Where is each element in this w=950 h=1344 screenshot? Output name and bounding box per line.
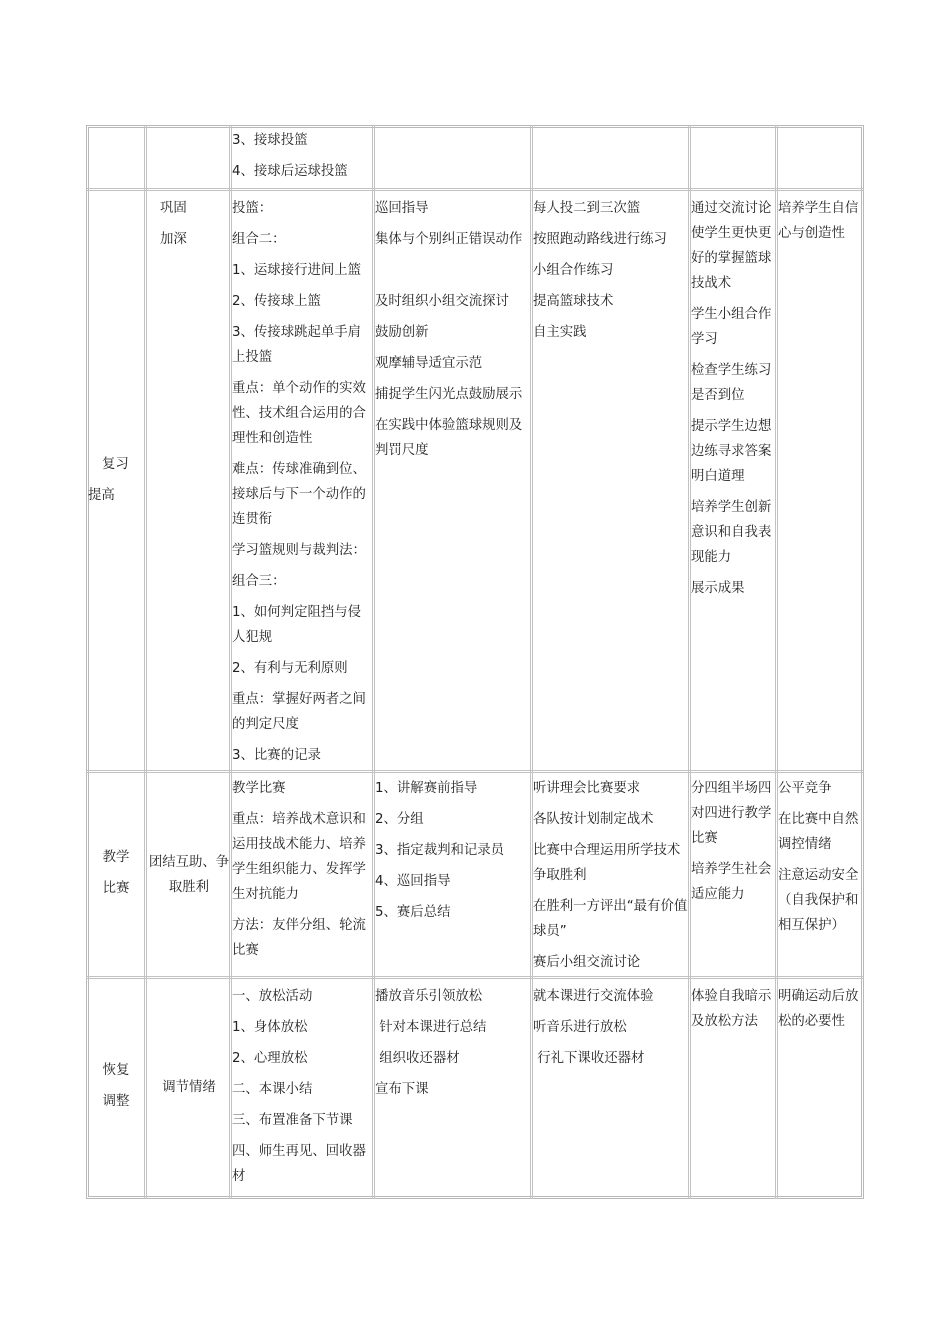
student-line: 比赛中合理运用所学技术争取胜利: [533, 843, 681, 883]
content-line: 3、传接球跳起单手肩上投篮: [232, 325, 362, 365]
row-divider: [86, 188, 864, 191]
content-line: 四、师生再见、回收器材: [232, 1144, 366, 1184]
content-line: 3、比赛的记录: [232, 748, 321, 763]
student-line: 每人投二到三次篮: [533, 201, 641, 216]
intent-line: 学生小组合作学习: [691, 307, 772, 347]
row-divider: [86, 976, 864, 979]
review-teacher-cell: [375, 196, 533, 469]
effect-line: 公平竞争: [778, 781, 832, 796]
review-effect-cell: [778, 196, 862, 252]
content-line: 2、传接球上篮: [232, 294, 321, 309]
teacher-line: 针对本课进行总结: [375, 1020, 487, 1035]
section-label: 提高: [88, 488, 115, 503]
section-label: 比赛: [102, 881, 130, 896]
intent-line: 提示学生边想边练寻求答案明白道理: [691, 419, 772, 484]
section-label: 恢复: [102, 1063, 130, 1078]
goal-label: 团结互助、争取胜利: [148, 855, 230, 895]
teacher-line: 1、讲解赛前指导: [375, 781, 478, 796]
review-student-cell: [533, 196, 691, 351]
student-line: 行礼下课收还器材: [533, 1051, 645, 1066]
content-line: 重点：培养战术意识和运用技战术能力、培养学生组织能力、发挥学生对抗能力: [232, 812, 366, 902]
content-line: 3、接球投篮: [232, 133, 308, 148]
content-line: 教学比赛: [232, 781, 286, 796]
content-line: 组合三：: [232, 574, 286, 589]
column-divider: [144, 125, 147, 1199]
intent-line: 展示成果: [691, 581, 745, 596]
match-effect-cell: [778, 776, 864, 944]
teacher-line: 5、赛后总结: [375, 905, 451, 920]
recover-section-cell: [88, 1058, 144, 1120]
content-line: 三、布置准备下节课: [232, 1113, 353, 1128]
goal-label: 巩固: [160, 201, 187, 216]
intent-line: 培养学生社会适应能力: [691, 862, 772, 902]
match-goal-cell: [147, 850, 231, 900]
match-section-cell: [88, 845, 144, 907]
match-content-cell: [232, 776, 374, 969]
content-line: 2、有利与无利原则: [232, 661, 348, 676]
content-line: 难点：传球准确到位、接球后与下一个动作的连贯衔: [232, 462, 366, 527]
section-label: 调整: [102, 1094, 130, 1109]
row-divider: [86, 770, 864, 773]
recover-goal-cell: [147, 1075, 231, 1100]
goal-label: 调节情绪: [162, 1080, 216, 1095]
teacher-line: [375, 258, 533, 283]
intent-line: 体验自我暗示及放松方法: [691, 989, 772, 1029]
student-line: 赛后小组交流讨论: [533, 955, 641, 970]
teacher-line: 及时组织小组交流探讨: [375, 294, 509, 309]
student-line: 听讲理会比赛要求: [533, 781, 641, 796]
teacher-line: 集体与个别纠正错误动作: [375, 232, 523, 247]
teacher-line: 观摩辅导适宜示范: [375, 356, 483, 371]
section-label: 复习: [102, 457, 129, 472]
teacher-line: 在实践中体验篮球规则及判罚尺度: [375, 418, 523, 458]
intent-line: 检查学生练习是否到位: [691, 363, 772, 403]
content-line: 二、本课小结: [232, 1082, 313, 1097]
content-line: 2、心理放松: [232, 1051, 308, 1066]
teacher-line: 4、巡回指导: [375, 874, 451, 889]
intent-line: 分四组半场四对四进行教学比赛: [691, 781, 772, 846]
effect-line: 在比赛中自然调控情绪: [778, 812, 859, 852]
teacher-line: 巡回指导: [375, 201, 429, 216]
review-section-cell: [88, 452, 144, 508]
student-line: 自主实践: [533, 325, 587, 340]
content-line: 一、放松活动: [232, 989, 313, 1004]
match-student-cell: [533, 776, 691, 981]
student-line: 小组合作练习: [533, 263, 614, 278]
section-label: 教学: [102, 850, 130, 865]
content-line: 1、身体放松: [232, 1020, 308, 1035]
student-line: 就本课进行交流体验: [533, 989, 654, 1004]
recover-teacher-cell: [375, 984, 533, 1108]
teacher-line: 捕捉学生闪光点鼓励展示: [375, 387, 523, 402]
content-line: 投篮：: [232, 201, 273, 216]
intent-line: 培养学生创新意识和自我表现能力: [691, 500, 772, 565]
review-intent-cell: [691, 196, 778, 607]
recover-content-cell: [232, 984, 374, 1195]
match-teacher-cell: [375, 776, 533, 931]
teacher-line: 组织收还器材: [375, 1051, 460, 1066]
goal-label: 加深: [160, 232, 187, 247]
recover-intent-cell: [691, 984, 778, 1040]
content-line: 重点：单个动作的实效性、技术组合运用的合理性和创造性: [232, 381, 366, 446]
content-line: 学习篮规则与裁判法：: [232, 543, 366, 558]
review-content-cell: [232, 196, 374, 774]
teacher-line: 3、指定裁判和记录员: [375, 843, 505, 858]
teacher-line: 鼓励创新: [375, 325, 429, 340]
match-intent-cell: [691, 776, 778, 913]
content-line: 方法：友伴分组、轮流比赛: [232, 918, 366, 958]
top-row-content-cell: [232, 128, 372, 184]
content-line: 1、运球接行进间上篮: [232, 263, 362, 278]
intent-line: 通过交流讨论使学生更快更好的掌握篮球技战术: [691, 201, 772, 291]
recover-student-cell: [533, 984, 691, 1077]
content-line: 1、如何判定阻挡与侵人犯规: [232, 605, 362, 645]
effect-line: 明确运动后放松的必要性: [778, 989, 859, 1029]
effect-line: 培养学生自信心与创造性: [778, 201, 859, 241]
teacher-line: 宣布下课: [375, 1082, 429, 1097]
recover-effect-cell: [778, 984, 864, 1040]
review-goal-cell: [160, 196, 228, 258]
teacher-line: 2、分组: [375, 812, 424, 827]
student-line: 按照跑动路线进行练习: [533, 232, 667, 247]
teacher-line: 播放音乐引领放松: [375, 989, 483, 1004]
student-line: 在胜利一方评出“最有价值球员”: [533, 899, 688, 939]
student-line: 听音乐进行放松: [533, 1020, 627, 1035]
content-line: 组合二：: [232, 232, 286, 247]
content-line: 4、接球后运球投篮: [232, 164, 348, 179]
effect-line: 注意运动安全（自我保护和相互保护）: [778, 868, 859, 933]
student-line: 提高篮球技术: [533, 294, 614, 309]
content-line: 重点：掌握好两者之间的判定尺度: [232, 692, 366, 732]
student-line: 各队按计划制定战术: [533, 812, 654, 827]
